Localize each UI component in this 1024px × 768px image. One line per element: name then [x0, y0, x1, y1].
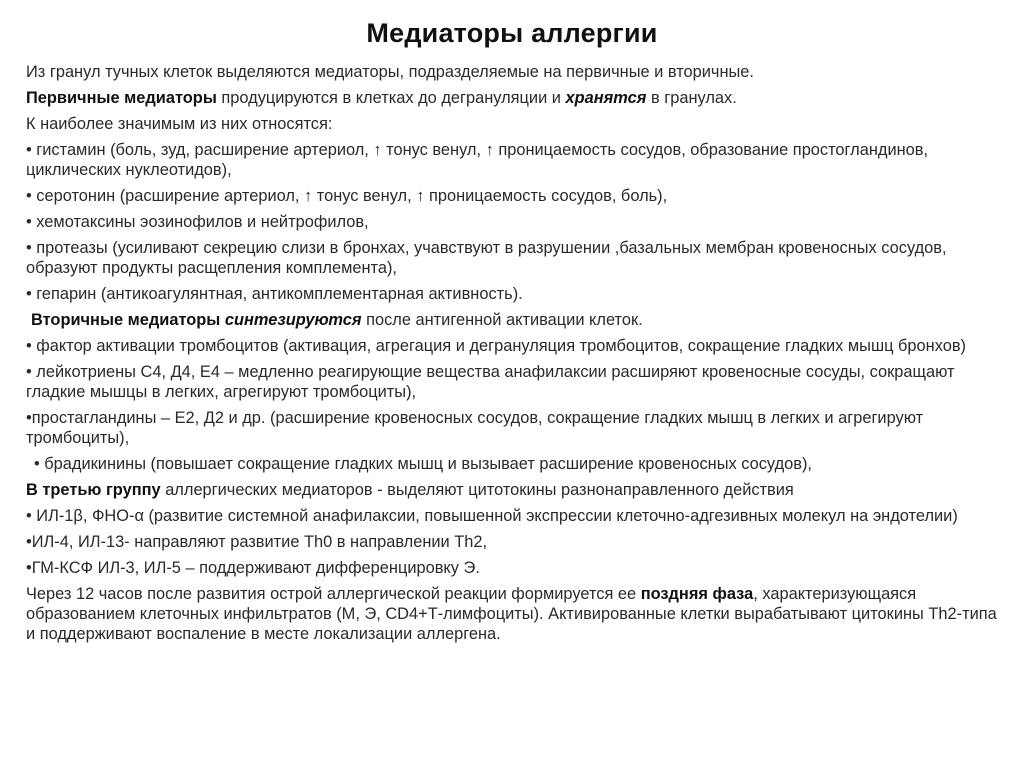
list-item-text: •простагландины – Е2, Д2 и др. (расширение кровеносных сосудов, сокращение гладких мышц в легких и агрегируют тромбоциты),: [26, 409, 924, 447]
list-item-histamine: [26, 140, 1004, 180]
secondary-mediators-emphasis: синтезируются: [224, 311, 362, 329]
slide-title: Медиаторы аллергии: [366, 18, 658, 48]
secondary-mediators-text: после антигенной активации клеток.: [361, 311, 643, 329]
significant-intro: [26, 114, 1004, 134]
slide-content: [26, 62, 1004, 650]
list-item-chemotaxins: [26, 212, 1004, 232]
list-item-il1: [26, 506, 1004, 526]
list-item-il4: [26, 532, 1004, 552]
late-phase-text-end: , характеризующаяся образованием клеточных инфильтратов (М, Э, CD4+Т-лимфоциты). Активированные клетки вырабатывают цитокины Th2-типа и поддерживают воспаление в месте локализации аллергена.: [26, 585, 997, 643]
list-item-text: • фактор активации тромбоцитов (активация, агрегация и дегрануляция тромбоцитов, сокращение гладких мышц бронхов): [26, 337, 966, 355]
third-group-text: аллергических медиаторов - выделяют цитотокины разнонаправленного действия: [160, 481, 794, 499]
intro-text: Из гранул тучных клеток выделяются медиаторы, подразделяемые на первичные и вторичные.: [26, 63, 754, 81]
late-phase-text-start: Через 12 часов после развития острой аллергической реакции формируется ее: [26, 585, 641, 603]
list-item-text: •ГМ-КСФ ИЛ-3, ИЛ-5 – поддерживают дифференцировку Э.: [26, 559, 480, 577]
list-item-paf: [26, 336, 1004, 356]
secondary-mediators-paragraph: [26, 310, 1004, 330]
list-item-text: •ИЛ-4, ИЛ-13- направляют развитие Th0 в направлении Th2,: [26, 533, 488, 551]
list-item-heparin: [26, 284, 1004, 304]
list-item-text: • протеазы (усиливают секрецию слизи в бронхах, учавствуют в разрушении ,базальных мембран кровеносных сосудов, образуют продукты расщепления комплемента),: [26, 239, 947, 277]
primary-mediators-emphasis: хранятся: [565, 89, 647, 107]
third-group-heading: В третью группу: [26, 481, 161, 499]
list-item-text: • гепарин (антикоагулянтная, антикомплементарная активность).: [26, 285, 523, 303]
primary-mediators-heading: Первичные медиаторы: [26, 89, 217, 107]
significant-intro-text: К наиболее значимым из них относятся:: [26, 115, 333, 133]
list-item-gmcsf: [26, 558, 1004, 578]
third-group-paragraph: [26, 480, 1004, 500]
late-phase-paragraph: [26, 584, 1004, 644]
list-item-text: • хемотаксины эозинофилов и нейтрофилов,: [26, 213, 369, 231]
intro-paragraph: [26, 62, 1004, 82]
primary-mediators-text-end: в гранулах.: [646, 89, 737, 107]
list-item-proteases: [26, 238, 1004, 278]
list-item-leukotrienes: [26, 362, 1004, 402]
list-item-prostaglandins: [26, 408, 1004, 448]
primary-mediators-text: продуцируются в клетках до дегрануляции и: [216, 89, 566, 107]
list-item-serotonin: [26, 186, 1004, 206]
secondary-mediators-heading: Вторичные медиаторы: [31, 311, 221, 329]
late-phase-heading: поздняя фаза: [640, 585, 754, 603]
list-item-text: • брадикинины (повышает сокращение гладких мышц и вызывает расширение кровеносных сосудов),: [34, 455, 812, 473]
list-item-text: • лейкотриены С4, Д4, Е4 – медленно реагирующие вещества анафилаксии расширяют кровеносные сосуды, сокращают гладкие мышцы в легких, агрегируют тромбоциты),: [26, 363, 955, 401]
list-item-bradykinins: [26, 454, 1004, 474]
list-item-text: • ИЛ-1β, ФНО-α (развитие системной анафилаксии, повышенной экспрессии клеточно-адгезивных молекул на эндотелии): [26, 507, 958, 525]
primary-mediators-paragraph: [26, 88, 1004, 108]
list-item-text: • серотонин (расширение артериол, ↑ тонус венул, ↑ проницаемость сосудов, боль),: [26, 187, 668, 205]
list-item-text: • гистамин (боль, зуд, расширение артериол, ↑ тонус венул, ↑ проницаемость сосудов, образование простогландинов, циклических нуклеотидов),: [26, 141, 929, 179]
